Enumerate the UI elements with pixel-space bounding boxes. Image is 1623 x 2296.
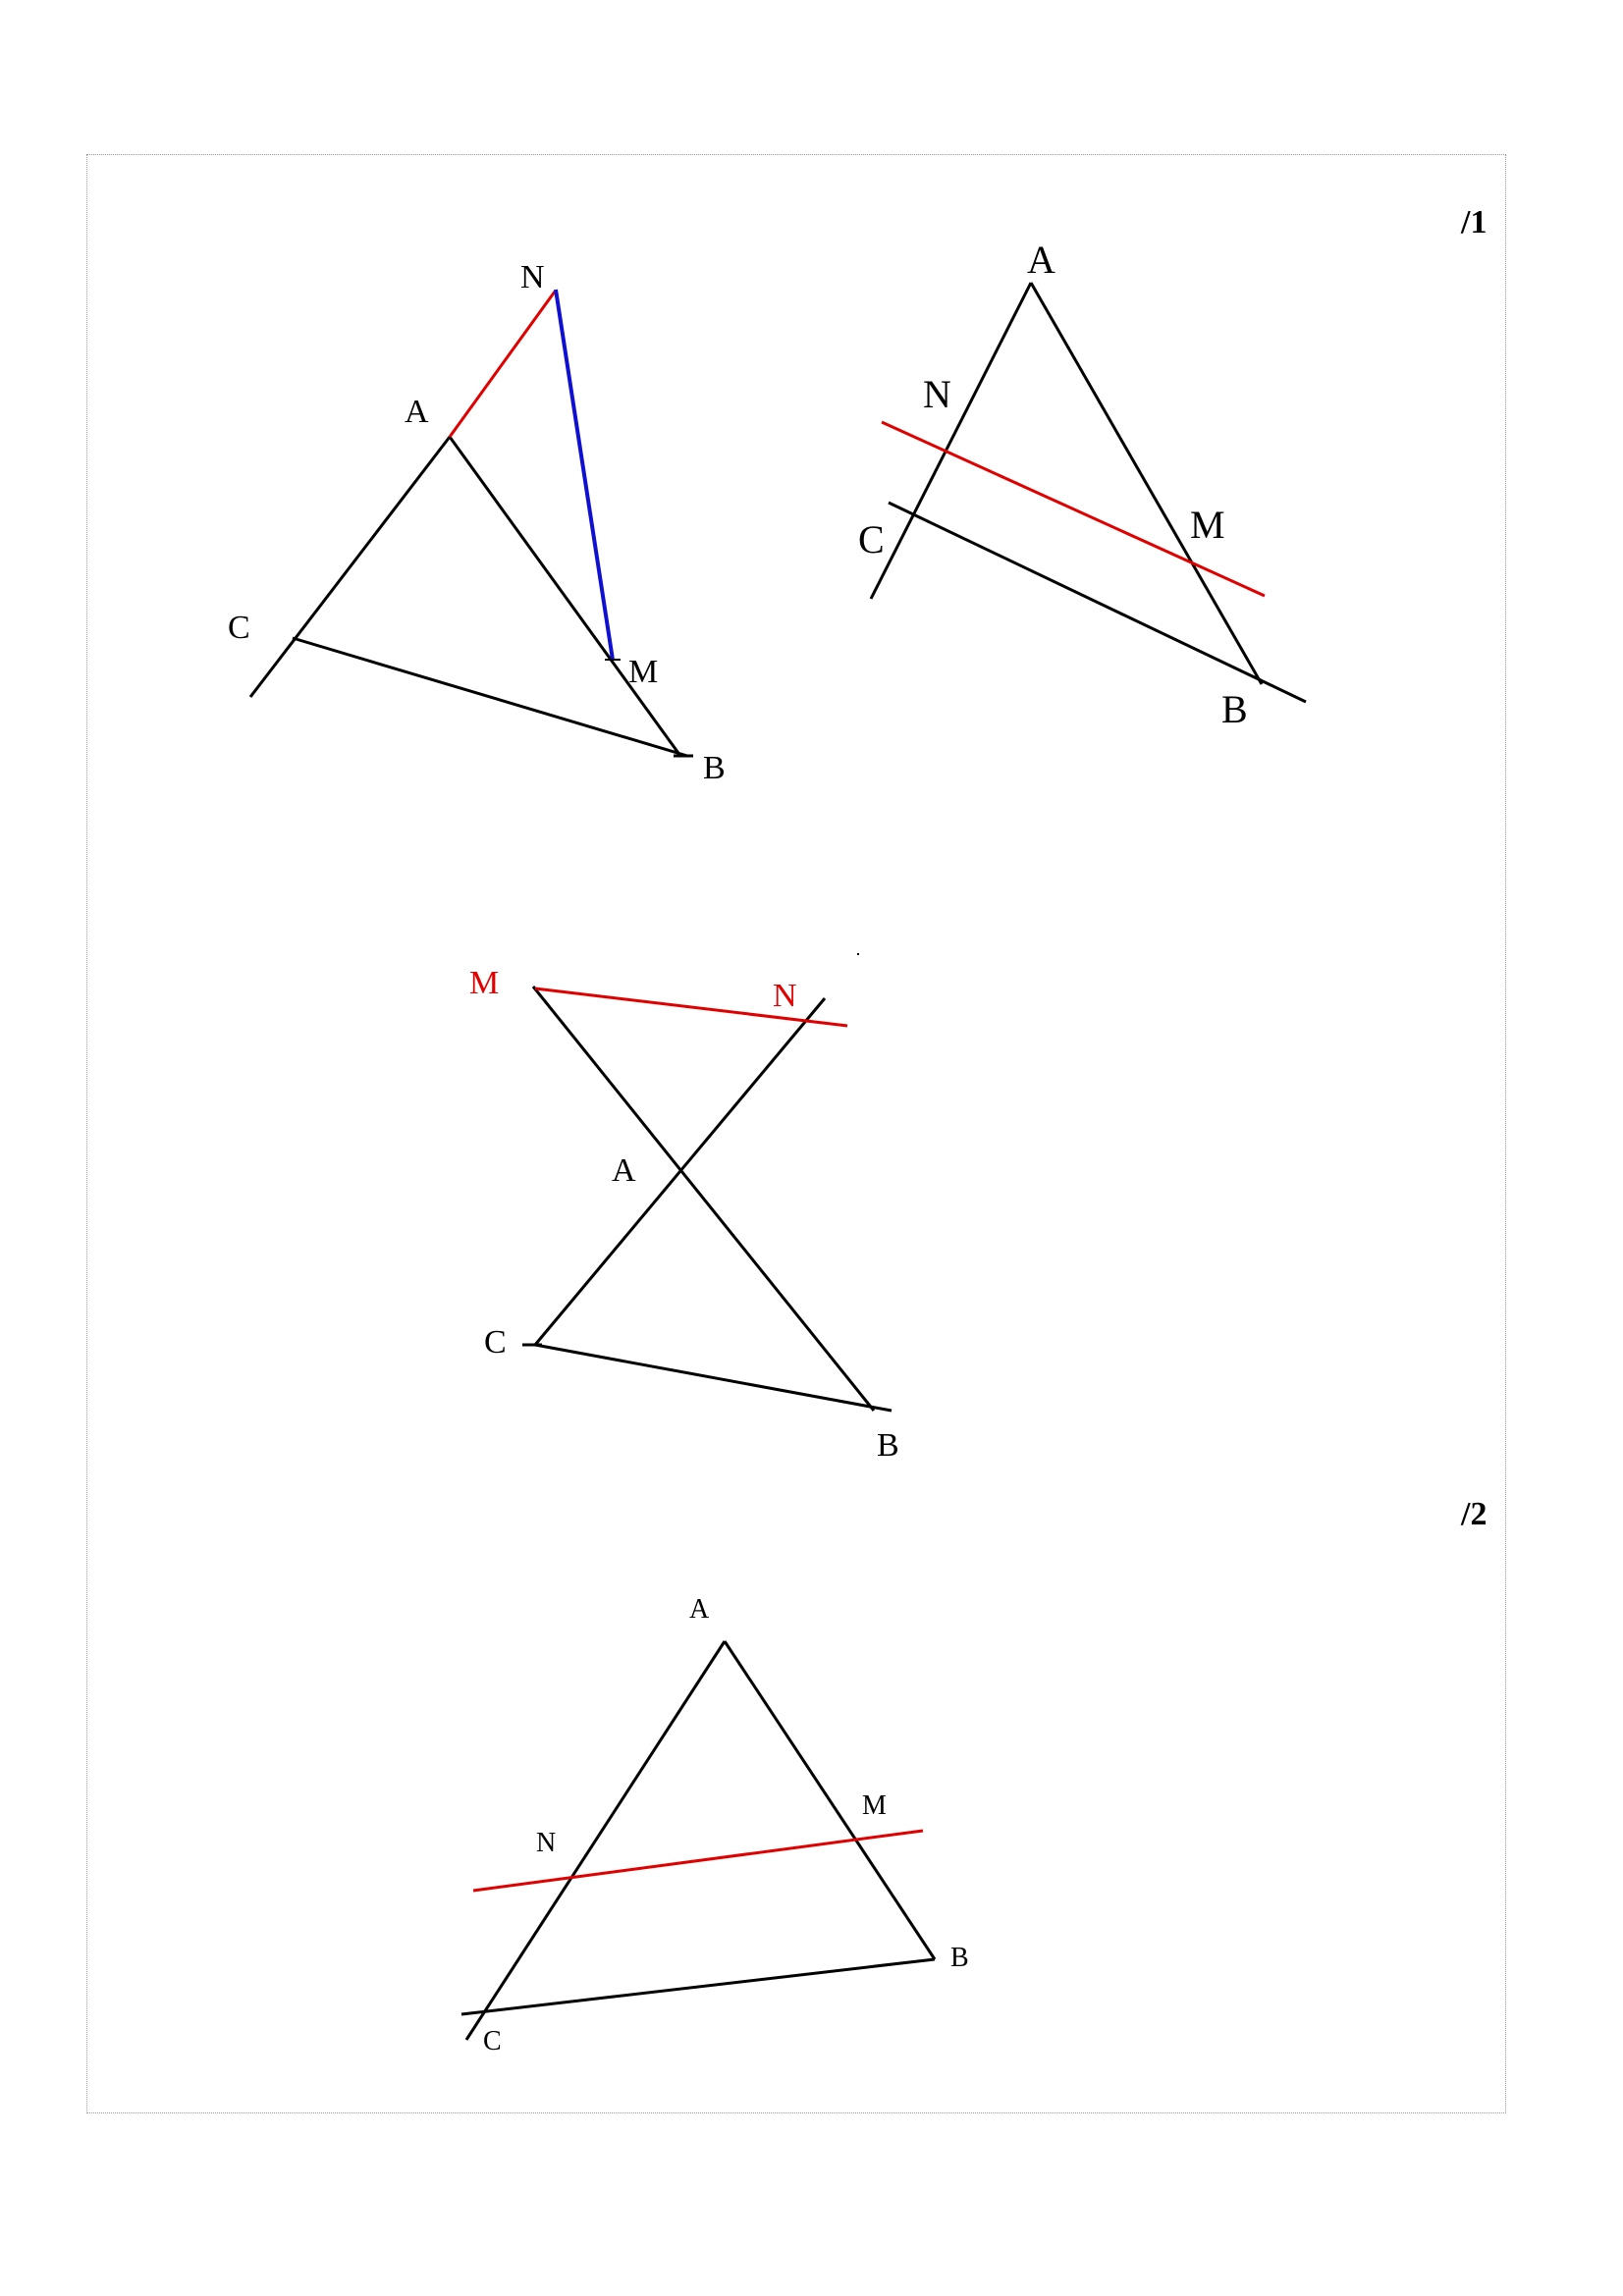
fig4-label-a: A [689, 1594, 710, 1625]
fig3-line-mb [533, 987, 874, 1411]
fig2-label-b: B [1221, 687, 1248, 731]
fig1-line-ab [450, 437, 680, 756]
fig1-label-b: B [703, 750, 726, 786]
fig3-line-cb [535, 1345, 892, 1411]
figure-4 [461, 1641, 935, 2040]
fig4-line-ac [466, 1641, 725, 2040]
section-mark-2: /2 [1461, 1496, 1488, 1532]
figure-1 [250, 290, 693, 756]
fig1-label-a: A [405, 394, 429, 430]
fig2-label-m: M [1190, 503, 1225, 547]
fig4-label-n: N [536, 1828, 557, 1858]
fig2-line-cb [889, 503, 1306, 702]
fig4-label-m: M [862, 1790, 887, 1821]
fig3-label-b: B [877, 1427, 899, 1464]
fig3-label-m: M [469, 965, 500, 1001]
fig3-label-n: N [773, 978, 797, 1014]
section-mark-1: /1 [1461, 204, 1488, 240]
fig2-label-n: N [923, 372, 951, 416]
fig3-line-cn [535, 998, 825, 1345]
fig2-line-ac [871, 283, 1031, 599]
figure-3 [522, 987, 892, 1411]
fig1-label-c: C [228, 610, 250, 646]
fig1-segment-nm [556, 290, 613, 660]
fig2-label-c: C [858, 517, 885, 561]
fig1-line-ca [250, 437, 450, 697]
fig3-stray-dot [857, 953, 859, 955]
fig3-label-c: C [484, 1324, 507, 1361]
fig4-label-b: B [950, 1943, 969, 1973]
fig1-label-n: N [520, 259, 545, 295]
figure-2 [871, 283, 1306, 702]
fig3-label-a: A [612, 1152, 636, 1189]
fig2-line-ab [1031, 283, 1262, 684]
fig2-label-a: A [1027, 238, 1055, 282]
fig1-segment-an [450, 292, 555, 437]
fig1-label-m: M [628, 654, 659, 690]
fig4-line-ab [725, 1641, 935, 1959]
fig3-line-mn [535, 988, 847, 1026]
fig4-label-c: C [483, 2026, 502, 2056]
fig4-line-cb [461, 1959, 935, 2014]
